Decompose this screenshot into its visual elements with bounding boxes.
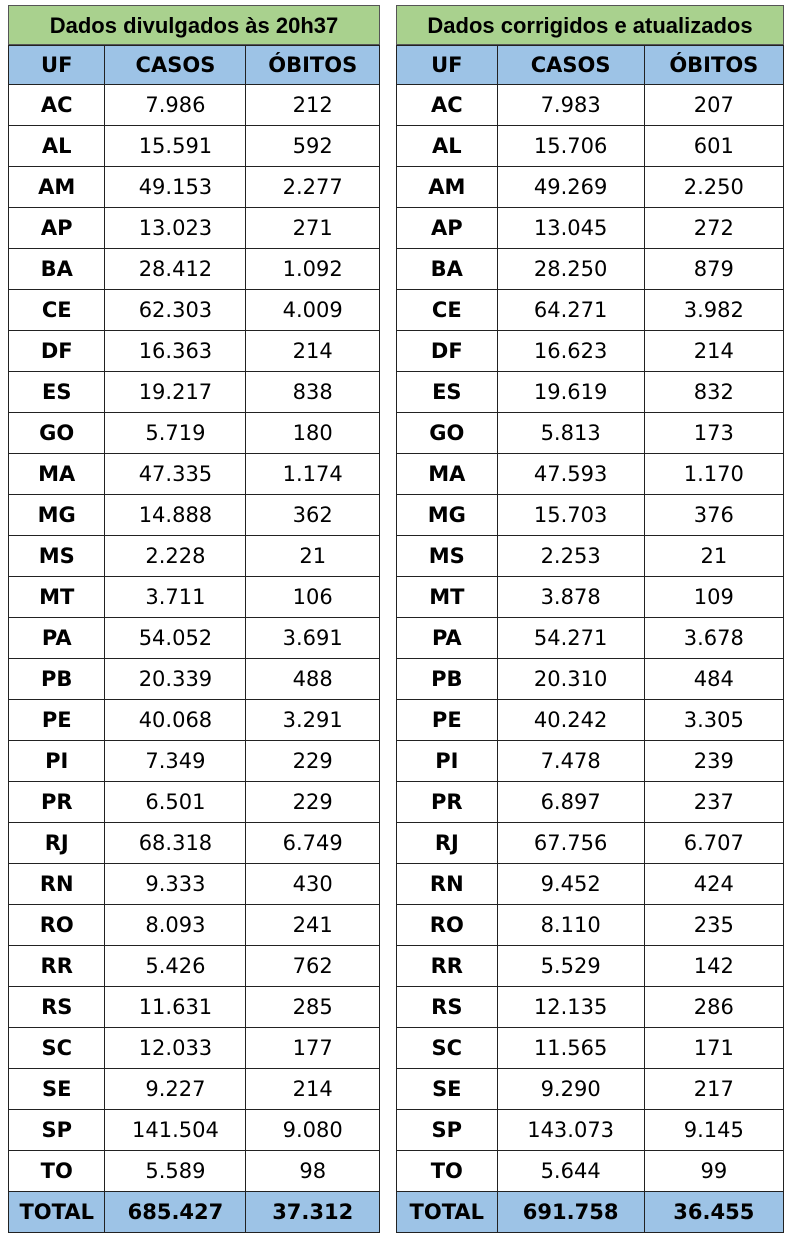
- table-row: [9, 1028, 380, 1069]
- casos-cell: 8.110: [497, 905, 644, 946]
- right-table-caption: Dados corrigidos e atualizados: [396, 5, 784, 45]
- uf-cell: RJ: [397, 823, 498, 864]
- casos-cell: 5.813: [497, 413, 644, 454]
- right-data-table: [396, 45, 784, 1233]
- obitos-cell: 106: [246, 577, 380, 618]
- right-header-row: [397, 46, 784, 85]
- table-row: [397, 659, 784, 700]
- obitos-cell: 239: [644, 741, 783, 782]
- obitos-cell: 762: [246, 946, 380, 987]
- obitos-cell: 3.691: [246, 618, 380, 659]
- total-obitos: 36.455: [644, 1192, 783, 1233]
- uf-cell: PR: [397, 782, 498, 823]
- obitos-cell: 1.092: [246, 249, 380, 290]
- table-row: [9, 946, 380, 987]
- right-total-row: [397, 1192, 784, 1233]
- casos-cell: 68.318: [105, 823, 246, 864]
- obitos-cell: 362: [246, 495, 380, 536]
- uf-cell: SP: [9, 1110, 105, 1151]
- table-row: [9, 126, 380, 167]
- uf-cell: PI: [397, 741, 498, 782]
- casos-cell: 6.501: [105, 782, 246, 823]
- uf-cell: AP: [9, 208, 105, 249]
- obitos-cell: 592: [246, 126, 380, 167]
- uf-cell: RJ: [9, 823, 105, 864]
- table-row: [9, 659, 380, 700]
- casos-cell: 62.303: [105, 290, 246, 331]
- uf-cell: CE: [397, 290, 498, 331]
- table-row: [9, 864, 380, 905]
- table-row: [397, 372, 784, 413]
- uf-cell: MS: [397, 536, 498, 577]
- total-casos: 691.758: [497, 1192, 644, 1233]
- casos-cell: 9.333: [105, 864, 246, 905]
- casos-cell: 13.045: [497, 208, 644, 249]
- casos-cell: 49.153: [105, 167, 246, 208]
- uf-cell: MT: [397, 577, 498, 618]
- obitos-cell: 271: [246, 208, 380, 249]
- table-row: [9, 1110, 380, 1151]
- table-row: [397, 1028, 784, 1069]
- uf-cell: RR: [397, 946, 498, 987]
- casos-cell: 7.349: [105, 741, 246, 782]
- casos-cell: 2.228: [105, 536, 246, 577]
- uf-cell: RR: [9, 946, 105, 987]
- table-row: [397, 167, 784, 208]
- obitos-cell: 214: [246, 1069, 380, 1110]
- obitos-cell: 171: [644, 1028, 783, 1069]
- table-row: [9, 618, 380, 659]
- table-row: [9, 905, 380, 946]
- casos-cell: 11.631: [105, 987, 246, 1028]
- left-total-row: [9, 1192, 380, 1233]
- table-row: [9, 700, 380, 741]
- obitos-cell: 207: [644, 85, 783, 126]
- uf-cell: RN: [397, 864, 498, 905]
- obitos-cell: 3.291: [246, 700, 380, 741]
- casos-cell: 7.986: [105, 85, 246, 126]
- obitos-cell: 3.982: [644, 290, 783, 331]
- column-header-casos: CASOS: [105, 46, 246, 85]
- uf-cell: AM: [397, 167, 498, 208]
- obitos-cell: 235: [644, 905, 783, 946]
- uf-cell: PA: [397, 618, 498, 659]
- obitos-cell: 142: [644, 946, 783, 987]
- uf-cell: PB: [397, 659, 498, 700]
- casos-cell: 40.242: [497, 700, 644, 741]
- uf-cell: MA: [9, 454, 105, 495]
- left-table-body: [9, 85, 380, 1192]
- table-row: [397, 618, 784, 659]
- uf-cell: RS: [9, 987, 105, 1028]
- obitos-cell: 838: [246, 372, 380, 413]
- obitos-cell: 173: [644, 413, 783, 454]
- uf-cell: AC: [397, 85, 498, 126]
- obitos-cell: 6.707: [644, 823, 783, 864]
- casos-cell: 19.217: [105, 372, 246, 413]
- table-row: [397, 126, 784, 167]
- casos-cell: 12.135: [497, 987, 644, 1028]
- casos-cell: 67.756: [497, 823, 644, 864]
- uf-cell: SC: [397, 1028, 498, 1069]
- total-obitos: 37.312: [246, 1192, 380, 1233]
- uf-cell: TO: [397, 1151, 498, 1192]
- uf-cell: GO: [397, 413, 498, 454]
- uf-cell: AC: [9, 85, 105, 126]
- casos-cell: 20.310: [497, 659, 644, 700]
- table-row: [397, 946, 784, 987]
- obitos-cell: 488: [246, 659, 380, 700]
- column-header-uf: UF: [397, 46, 498, 85]
- table-row: [397, 208, 784, 249]
- uf-cell: AL: [9, 126, 105, 167]
- obitos-cell: 6.749: [246, 823, 380, 864]
- uf-cell: ES: [397, 372, 498, 413]
- casos-cell: 28.250: [497, 249, 644, 290]
- casos-cell: 2.253: [497, 536, 644, 577]
- table-row: [397, 577, 784, 618]
- table-row: [397, 454, 784, 495]
- casos-cell: 47.593: [497, 454, 644, 495]
- casos-cell: 15.703: [497, 495, 644, 536]
- uf-cell: PA: [9, 618, 105, 659]
- uf-cell: RS: [397, 987, 498, 1028]
- table-row: [9, 741, 380, 782]
- uf-cell: DF: [9, 331, 105, 372]
- obitos-cell: 285: [246, 987, 380, 1028]
- table-row: [397, 1069, 784, 1110]
- casos-cell: 6.897: [497, 782, 644, 823]
- left-table-caption: Dados divulgados às 20h37: [8, 5, 380, 45]
- casos-cell: 5.589: [105, 1151, 246, 1192]
- casos-cell: 47.335: [105, 454, 246, 495]
- casos-cell: 143.073: [497, 1110, 644, 1151]
- obitos-cell: 98: [246, 1151, 380, 1192]
- casos-cell: 54.052: [105, 618, 246, 659]
- obitos-cell: 212: [246, 85, 380, 126]
- uf-cell: AL: [397, 126, 498, 167]
- casos-cell: 14.888: [105, 495, 246, 536]
- uf-cell: MA: [397, 454, 498, 495]
- casos-cell: 49.269: [497, 167, 644, 208]
- table-row: [9, 1151, 380, 1192]
- obitos-cell: 177: [246, 1028, 380, 1069]
- obitos-cell: 2.277: [246, 167, 380, 208]
- table-row: [9, 85, 380, 126]
- table-row: [397, 823, 784, 864]
- uf-cell: MG: [9, 495, 105, 536]
- uf-cell: MT: [9, 577, 105, 618]
- casos-cell: 19.619: [497, 372, 644, 413]
- obitos-cell: 99: [644, 1151, 783, 1192]
- casos-cell: 28.412: [105, 249, 246, 290]
- obitos-cell: 9.080: [246, 1110, 380, 1151]
- table-row: [9, 577, 380, 618]
- column-header-uf: UF: [9, 46, 105, 85]
- table-row: [397, 413, 784, 454]
- column-header-obitos: ÓBITOS: [644, 46, 783, 85]
- obitos-cell: 21: [246, 536, 380, 577]
- casos-cell: 7.478: [497, 741, 644, 782]
- obitos-cell: 430: [246, 864, 380, 905]
- uf-cell: MG: [397, 495, 498, 536]
- uf-cell: MS: [9, 536, 105, 577]
- left-panel-released-data: [8, 5, 380, 1233]
- table-row: [9, 987, 380, 1028]
- casos-cell: 15.591: [105, 126, 246, 167]
- obitos-cell: 2.250: [644, 167, 783, 208]
- total-label: TOTAL: [397, 1192, 498, 1233]
- table-row: [9, 249, 380, 290]
- casos-cell: 9.290: [497, 1069, 644, 1110]
- obitos-cell: 109: [644, 577, 783, 618]
- casos-cell: 5.426: [105, 946, 246, 987]
- uf-cell: BA: [397, 249, 498, 290]
- table-row: [9, 290, 380, 331]
- uf-cell: PR: [9, 782, 105, 823]
- table-row: [9, 413, 380, 454]
- casos-cell: 12.033: [105, 1028, 246, 1069]
- table-row: [397, 536, 784, 577]
- casos-cell: 3.711: [105, 577, 246, 618]
- uf-cell: TO: [9, 1151, 105, 1192]
- casos-cell: 16.623: [497, 331, 644, 372]
- total-casos: 685.427: [105, 1192, 246, 1233]
- obitos-cell: 4.009: [246, 290, 380, 331]
- obitos-cell: 1.170: [644, 454, 783, 495]
- table-row: [397, 249, 784, 290]
- casos-cell: 9.227: [105, 1069, 246, 1110]
- casos-cell: 13.023: [105, 208, 246, 249]
- table-row: [397, 700, 784, 741]
- right-table-body: [397, 85, 784, 1192]
- uf-cell: AP: [397, 208, 498, 249]
- obitos-cell: 180: [246, 413, 380, 454]
- uf-cell: BA: [9, 249, 105, 290]
- obitos-cell: 1.174: [246, 454, 380, 495]
- uf-cell: RN: [9, 864, 105, 905]
- left-data-table: [8, 45, 380, 1233]
- casos-cell: 8.093: [105, 905, 246, 946]
- obitos-cell: 214: [644, 331, 783, 372]
- uf-cell: AM: [9, 167, 105, 208]
- obitos-cell: 484: [644, 659, 783, 700]
- uf-cell: SE: [397, 1069, 498, 1110]
- total-label: TOTAL: [9, 1192, 105, 1233]
- casos-cell: 11.565: [497, 1028, 644, 1069]
- table-row: [9, 536, 380, 577]
- obitos-cell: 214: [246, 331, 380, 372]
- uf-cell: PE: [397, 700, 498, 741]
- uf-cell: GO: [9, 413, 105, 454]
- casos-cell: 9.452: [497, 864, 644, 905]
- obitos-cell: 229: [246, 782, 380, 823]
- casos-cell: 20.339: [105, 659, 246, 700]
- table-row: [397, 782, 784, 823]
- obitos-cell: 237: [644, 782, 783, 823]
- casos-cell: 7.983: [497, 85, 644, 126]
- table-row: [9, 208, 380, 249]
- uf-cell: RO: [397, 905, 498, 946]
- table-row: [397, 741, 784, 782]
- table-row: [9, 782, 380, 823]
- obitos-cell: 9.145: [644, 1110, 783, 1151]
- table-row: [9, 167, 380, 208]
- table-row: [397, 290, 784, 331]
- uf-cell: ES: [9, 372, 105, 413]
- table-row: [9, 495, 380, 536]
- obitos-cell: 241: [246, 905, 380, 946]
- obitos-cell: 376: [644, 495, 783, 536]
- table-row: [9, 372, 380, 413]
- uf-cell: SP: [397, 1110, 498, 1151]
- table-row: [397, 987, 784, 1028]
- table-row: [9, 331, 380, 372]
- table-row: [397, 1151, 784, 1192]
- table-row: [397, 85, 784, 126]
- obitos-cell: 3.678: [644, 618, 783, 659]
- uf-cell: PB: [9, 659, 105, 700]
- casos-cell: 5.644: [497, 1151, 644, 1192]
- obitos-cell: 832: [644, 372, 783, 413]
- table-row: [397, 331, 784, 372]
- uf-cell: RO: [9, 905, 105, 946]
- obitos-cell: 424: [644, 864, 783, 905]
- obitos-cell: 217: [644, 1069, 783, 1110]
- casos-cell: 16.363: [105, 331, 246, 372]
- casos-cell: 5.719: [105, 413, 246, 454]
- uf-cell: CE: [9, 290, 105, 331]
- casos-cell: 64.271: [497, 290, 644, 331]
- uf-cell: SE: [9, 1069, 105, 1110]
- uf-cell: DF: [397, 331, 498, 372]
- table-row: [397, 1110, 784, 1151]
- uf-cell: PI: [9, 741, 105, 782]
- casos-cell: 5.529: [497, 946, 644, 987]
- uf-cell: PE: [9, 700, 105, 741]
- obitos-cell: 286: [644, 987, 783, 1028]
- table-row: [397, 905, 784, 946]
- table-row: [9, 823, 380, 864]
- uf-cell: SC: [9, 1028, 105, 1069]
- table-row: [397, 864, 784, 905]
- table-row: [397, 495, 784, 536]
- casos-cell: 141.504: [105, 1110, 246, 1151]
- obitos-cell: 3.305: [644, 700, 783, 741]
- casos-cell: 15.706: [497, 126, 644, 167]
- column-header-casos: CASOS: [497, 46, 644, 85]
- casos-cell: 54.271: [497, 618, 644, 659]
- column-header-obitos: ÓBITOS: [246, 46, 380, 85]
- obitos-cell: 601: [644, 126, 783, 167]
- casos-cell: 40.068: [105, 700, 246, 741]
- casos-cell: 3.878: [497, 577, 644, 618]
- table-row: [9, 454, 380, 495]
- obitos-cell: 879: [644, 249, 783, 290]
- table-row: [9, 1069, 380, 1110]
- left-header-row: [9, 46, 380, 85]
- obitos-cell: 272: [644, 208, 783, 249]
- obitos-cell: 229: [246, 741, 380, 782]
- right-panel-corrected-data: [396, 5, 784, 1233]
- obitos-cell: 21: [644, 536, 783, 577]
